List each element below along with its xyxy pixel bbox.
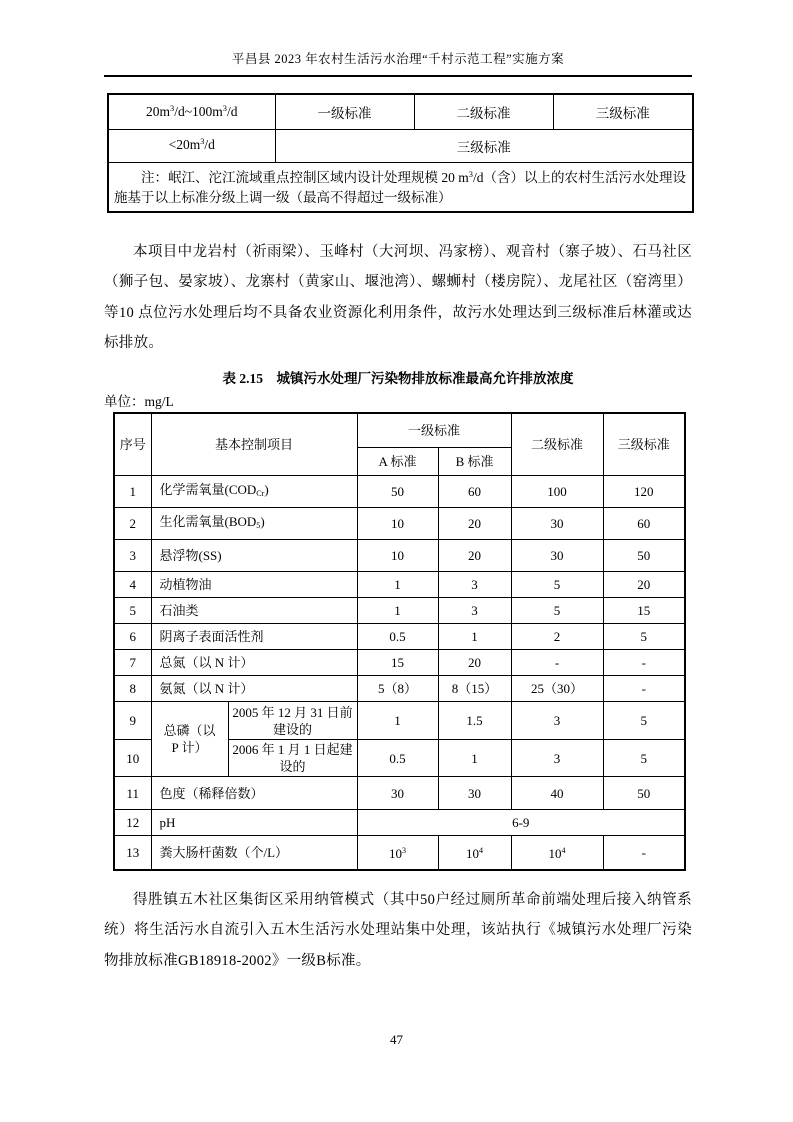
- value-a-cell: 10: [357, 508, 438, 540]
- pollutant-standard-table: [113, 412, 686, 871]
- value-level2-cell: 3: [511, 702, 603, 740]
- sup-text: 3: [200, 137, 205, 147]
- text-part: ): [260, 514, 265, 530]
- value-a-cell: 1: [357, 702, 438, 740]
- item-condition-cell: 2006 年 1 月 1 日起建设的: [228, 740, 357, 777]
- table-row: [114, 476, 685, 508]
- value-a-cell: 0.5: [357, 624, 438, 650]
- value-level3-cell: -: [603, 650, 685, 676]
- item-cell: 色度（稀释倍数）: [151, 777, 357, 810]
- value-b-cell: 60: [438, 476, 511, 508]
- value-a-cell: 1: [357, 572, 438, 598]
- paragraph-desheng: 得胜镇五木社区集街区采用纳管模式（其中50户经过厕所革命前端处理后接入纳管系统）将生活污水自流引入五木生活污水处理站集中处理，该站执行《城镇污水处理厂污染物排放标准GB18918-2002》一级B标准。: [104, 891, 692, 969]
- table-row: [114, 702, 685, 740]
- table-2-15-title: 表 2.15 城镇污水处理厂污染物排放标准最高允许排放浓度: [222, 370, 574, 386]
- value-b-cell: 1: [438, 740, 511, 777]
- value-level3-cell: 5: [603, 624, 685, 650]
- value-level2-cell: 25（30）: [511, 676, 603, 702]
- col-header-b: B 标准: [438, 448, 511, 476]
- level-3-cell: 三级标准: [553, 94, 693, 129]
- value-level2-cell: 5: [511, 598, 603, 624]
- value-b-cell: 1: [438, 624, 511, 650]
- value-level2-cell: 3: [511, 740, 603, 777]
- value-level2-cell: [511, 836, 603, 870]
- sup-text: 4: [479, 846, 484, 856]
- col-header-item: 基本控制项目: [151, 413, 357, 476]
- value-a-cell: 1: [357, 598, 438, 624]
- table-row: [114, 836, 685, 870]
- col-header-level2: 二级标准: [511, 413, 603, 476]
- row-number-cell: 2: [114, 508, 151, 540]
- value-level3-cell: 5: [603, 702, 685, 740]
- item-cell: [151, 508, 357, 540]
- small-flow-level-cell: 三级标准: [275, 129, 693, 162]
- unit-label: 单位：mg/L: [104, 393, 174, 409]
- level-1-cell: 一级标准: [275, 94, 414, 129]
- span-value-cell: 6-9: [357, 810, 685, 836]
- table-row: [114, 676, 685, 702]
- value-level2-cell: 2: [511, 624, 603, 650]
- item-cell: 悬浮物(SS): [151, 540, 357, 572]
- row-number-cell: 7: [114, 650, 151, 676]
- col-header-level1: 一级标准: [357, 413, 511, 448]
- value-level3-cell: 60: [603, 508, 685, 540]
- text-part: 10: [466, 846, 479, 862]
- value-level2-cell: 100: [511, 476, 603, 508]
- value-b-cell: 3: [438, 598, 511, 624]
- row-number-cell: 11: [114, 777, 151, 810]
- item-group-cell: 总磷（以P 计）: [151, 702, 228, 777]
- value-level3-cell: 50: [603, 777, 685, 810]
- row-number-cell: 9: [114, 702, 151, 740]
- table-header-row: [114, 413, 685, 448]
- item-cell: 氨氮（以 N 计）: [151, 676, 357, 702]
- table-row: [114, 810, 685, 836]
- item-cell: 粪大肠杆菌数（个/L）: [151, 836, 357, 870]
- table-row: [108, 129, 693, 162]
- value-level2-cell: 5: [511, 572, 603, 598]
- value-level2-cell: 30: [511, 540, 603, 572]
- text-part: /d: [204, 137, 215, 153]
- text-part: /d~100m: [174, 103, 223, 119]
- item-cell: 阴离子表面活性剂: [151, 624, 357, 650]
- text-part: 10: [389, 846, 402, 862]
- value-level3-cell: 15: [603, 598, 685, 624]
- text-part: 生化需氧量(BOD: [159, 514, 257, 530]
- value-b-cell: 1.5: [438, 702, 511, 740]
- item-condition-cell: 2005 年 12 月 31 日前建设的: [228, 702, 357, 740]
- col-header-no: 序号: [114, 413, 151, 476]
- text-part: 10: [548, 846, 562, 862]
- small-flow-cell: [108, 129, 275, 162]
- table-row: [114, 508, 685, 540]
- table-row: [114, 540, 685, 572]
- sup-text: 3: [402, 846, 407, 856]
- value-level2-cell: -: [511, 650, 603, 676]
- row-number-cell: 4: [114, 572, 151, 598]
- value-a-cell: 5（8）: [357, 676, 438, 702]
- value-b-cell: 20: [438, 540, 511, 572]
- table-row: [108, 94, 693, 129]
- row-number-cell: 8: [114, 676, 151, 702]
- row-number-cell: 3: [114, 540, 151, 572]
- value-b-cell: 8（15）: [438, 676, 511, 702]
- value-b-cell: [438, 836, 511, 870]
- value-level3-cell: 120: [603, 476, 685, 508]
- flow-range-cell: [108, 94, 275, 129]
- value-b-cell: 20: [438, 650, 511, 676]
- value-level2-cell: 40: [511, 777, 603, 810]
- page-number: 47: [390, 1032, 403, 1047]
- sub-text: 5: [256, 521, 261, 531]
- table-row: [114, 598, 685, 624]
- row-number-cell: 12: [114, 810, 151, 836]
- text-part: /d: [226, 103, 238, 119]
- item-cell: 动植物油: [151, 572, 357, 598]
- table-row: [114, 624, 685, 650]
- sub-text: Cr: [256, 489, 265, 499]
- row-number-cell: 1: [114, 476, 151, 508]
- value-b-cell: 30: [438, 777, 511, 810]
- text-part: /d（含）以上的农村生活污水处理设施基于以上标准分级上调一级（最高不得超过一级标准）: [114, 169, 686, 206]
- row-number-cell: 5: [114, 598, 151, 624]
- row-number-cell: 13: [114, 836, 151, 870]
- text-part: 化学需氧量(COD: [159, 482, 257, 498]
- item-cell: 石油类: [151, 598, 357, 624]
- page-content: [104, 0, 692, 976]
- sup-text: 3: [222, 103, 227, 113]
- value-level2-cell: 30: [511, 508, 603, 540]
- header-title: 平昌县 2023 年农村生活污水治理“千村示范工程”实施方案: [231, 52, 565, 66]
- value-level3-cell: 50: [603, 540, 685, 572]
- table-row: [114, 650, 685, 676]
- text-part: <20m: [168, 137, 201, 153]
- value-a-cell: 10: [357, 540, 438, 572]
- table-row: [114, 572, 685, 598]
- discharge-grade-table: [107, 93, 694, 213]
- sup-text: 3: [170, 103, 175, 113]
- item-cell: 总氮（以 N 计）: [151, 650, 357, 676]
- value-a-cell: 30: [357, 777, 438, 810]
- text-part: 20m: [146, 103, 171, 119]
- row-number-cell: 10: [114, 740, 151, 777]
- sup-text: 4: [561, 846, 566, 856]
- header-rule: [104, 75, 692, 77]
- row-number-cell: 6: [114, 624, 151, 650]
- table-row: [108, 162, 693, 212]
- item-cell: pH: [151, 810, 357, 836]
- value-level3-cell: 5: [603, 740, 685, 777]
- level-2-cell: 二级标准: [414, 94, 553, 129]
- table-row: [114, 777, 685, 810]
- col-header-level3: 三级标准: [603, 413, 685, 476]
- text-part: 注：岷江、沱江流域重点控制区域内设计处理规模 20 m: [141, 169, 469, 185]
- value-a-cell: 0.5: [357, 740, 438, 777]
- sup-text: 3: [468, 169, 473, 179]
- col-header-a: A 标准: [357, 448, 438, 476]
- item-cell: [151, 476, 357, 508]
- value-a-cell: 15: [357, 650, 438, 676]
- value-b-cell: 3: [438, 572, 511, 598]
- note-cell: [108, 162, 693, 212]
- value-level3-cell: -: [603, 676, 685, 702]
- text-part: ): [264, 482, 269, 498]
- value-b-cell: 20: [438, 508, 511, 540]
- value-level3-cell: -: [603, 836, 685, 870]
- value-a-cell: [357, 836, 438, 870]
- value-a-cell: 50: [357, 476, 438, 508]
- paragraph-villages: 本项目中龙岩村（祈雨梁）、玉峰村（大河坝、冯家榜）、观音村（寨子坡）、石马社区（狮子包、晏家坡）、龙寨村（黄家山、堰池湾）、螺蛳村（楼房院）、龙尾社区（窑湾里）等10 点位污水处理后均不具备农业资源化利用条件，故污水处理达到三级标准后林灌或达标排放。: [104, 243, 692, 352]
- value-level3-cell: 20: [603, 572, 685, 598]
